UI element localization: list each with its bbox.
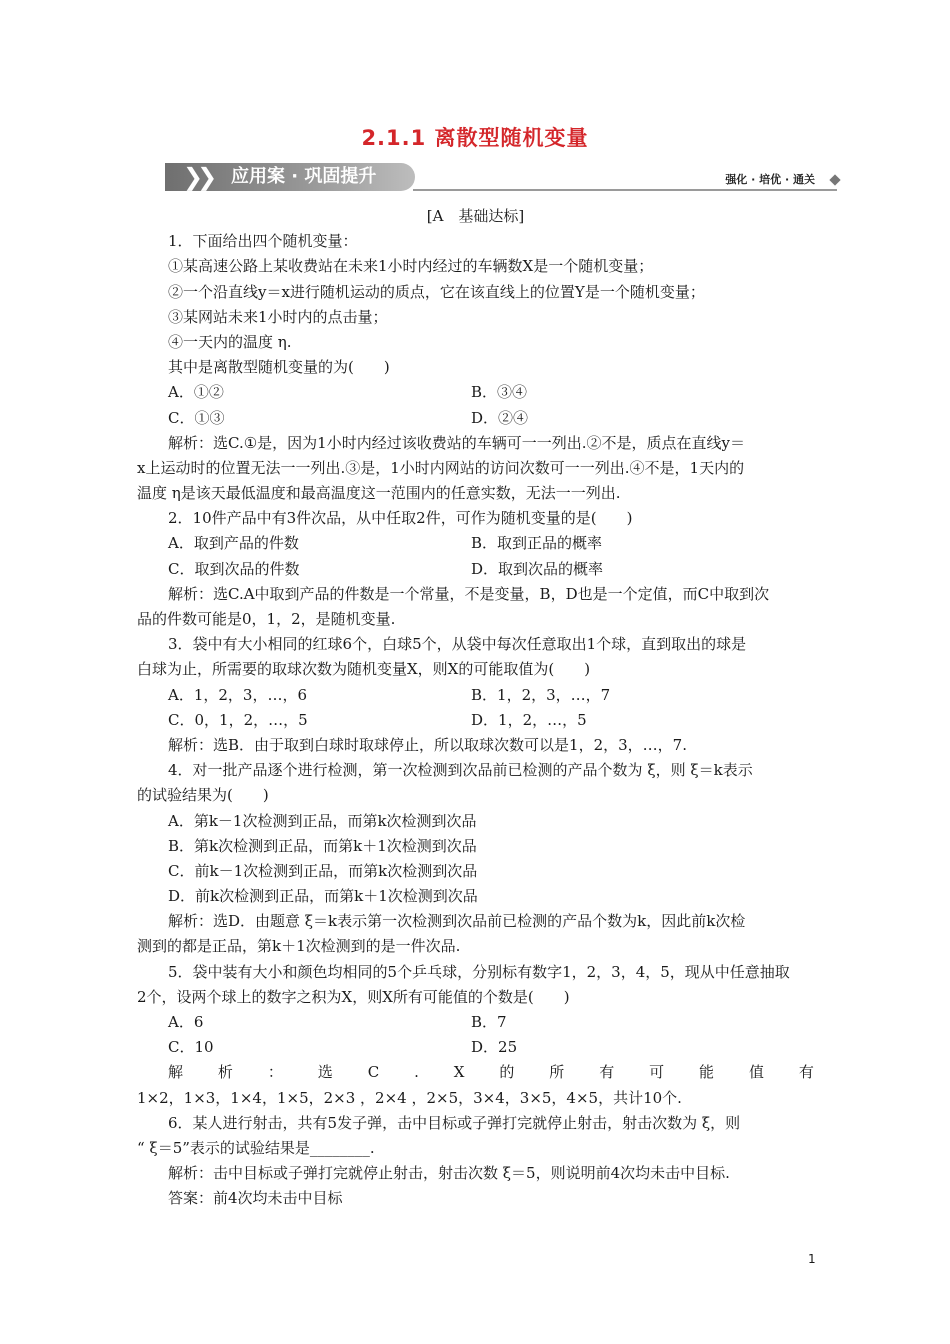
question-5-stem: 5．袋中装有大小和颜色均相同的5个乒乓球，分别标有数字1，2，3，4，5，现从中任意抽取 — [168, 962, 790, 981]
question-6-answer: 答案：前4次均未击中目标 — [168, 1189, 343, 1208]
question-1-options — [137, 406, 814, 431]
option-b: B．7 — [471, 1013, 507, 1031]
option-c: C．0，1，2，…，5 — [168, 710, 308, 729]
option-a: A．第k－1次检测到正品，而第k次检测到次品 — [168, 811, 477, 830]
banner-label: 应用案 · 巩固提升 — [231, 166, 377, 187]
question-2-solution: 品的件数可能是0，1，2，是随机变量. — [137, 610, 396, 628]
question-1-item: ②一个沿直线y＝x进行随机运动的质点，它在该直线上的位置Y是一个随机变量； — [168, 282, 705, 301]
option-b: B．取到正品的概率 — [471, 534, 603, 553]
solution-word: 解 — [168, 1063, 184, 1082]
option-d: D．取到次品的概率 — [471, 559, 604, 578]
banner-tagline: 强化 · 培优 · 通关 — [725, 173, 815, 186]
question-5-solution: 1×2，1×3，1×4，1×5，2×3 ，2×4 ，2×5，3×4，3×5，4×5，共计10个. — [137, 1088, 682, 1107]
option-c: C．前k－1次检测到正品，而第k次检测到次品 — [168, 861, 478, 880]
solution-word: 有 — [599, 1063, 615, 1082]
question-2-solution: 解析：选C.A中取到产品的件数是一个常量，不是变量，B，D也是一个定值，而C中取到次 — [168, 584, 770, 603]
solution-word: 可 — [649, 1063, 665, 1082]
solution-word: 有 — [798, 1063, 814, 1082]
solution-word: . — [414, 1063, 419, 1082]
option-d: D．前k次检测到正品，而第k＋1次检测到次品 — [168, 887, 478, 906]
option-b: B．③④ — [471, 383, 528, 402]
question-1-solution: 解析：选C.①是，因为1小时内经过该收费站的车辆可一一列出.②不是，质点在直线y＝ — [168, 433, 745, 452]
question-3-stem: 白球为止，所需要的取球次数为随机变量X，则X的可能取值为( ) — [137, 660, 591, 679]
question-3-stem: 3．袋中有大小相同的红球6个，白球5个，从袋中每次任意取出1个球，直到取出的球是 — [168, 635, 747, 654]
banner-divider — [413, 189, 837, 191]
worksheet-body — [137, 204, 814, 1212]
option-d: D．25 — [471, 1038, 518, 1057]
double-chevron-icon: ❯❯ — [183, 163, 212, 191]
question-1-solution: x上运动时的位置无法一一列出.③是，1小时内网站的访问次数可一一列出.④不是，1天内的 — [137, 458, 745, 477]
solution-word: X — [453, 1063, 465, 1082]
question-5-options — [137, 1035, 814, 1060]
question-2-options — [137, 557, 814, 582]
question-6-stem: “ ξ＝5”表示的试验结果是________. — [137, 1138, 375, 1157]
question-2-stem: 2．10件产品中有3件次品，从中任取2件，可作为随机变量的是( ) — [168, 509, 633, 528]
question-1-stem: 1．下面给出四个随机变量： — [168, 232, 358, 251]
section-heading: [A 基础达标] — [426, 207, 525, 225]
question-4-solution: 测到的都是正品，第k＋1次检测到的是一件次品. — [137, 937, 461, 956]
question-4-solution: 解析：选D．由题意 ξ＝k表示第一次检测到次品前已检测的产品个数为k，因此前k次检 — [168, 912, 746, 931]
section-banner — [165, 163, 841, 193]
option-d: D．1，2，…，5 — [471, 710, 587, 729]
question-3-options — [137, 683, 814, 708]
option-d: D．②④ — [471, 408, 529, 427]
question-5-options — [137, 1010, 814, 1035]
question-1-item: ④一天内的温度 η. — [168, 332, 292, 351]
diamond-icon — [829, 174, 840, 185]
question-4-stem: 的试验结果为( ) — [137, 786, 269, 805]
question-5-stem: 2个，设两个球上的数字之积为X，则X所有可能值的个数是( ) — [137, 987, 570, 1006]
solution-word: 值 — [748, 1063, 764, 1082]
question-2-options — [137, 531, 814, 556]
question-1-item: ①某高速公路上某收费站在未来1小时内经过的车辆数X是一个随机变量； — [168, 257, 654, 276]
question-1-item: ③某网站未来1小时内的点击量； — [168, 307, 388, 326]
option-c: C．①③ — [168, 408, 225, 427]
question-3-options — [137, 708, 814, 733]
question-1-solution: 温度 η是该天最低温度和最高温度这一范围内的任意实数，无法一一列出. — [137, 484, 621, 503]
option-a: A．1，2，3，…，6 — [168, 685, 308, 704]
option-a: A．取到产品的件数 — [168, 534, 299, 553]
page-title: 2.1.1 离散型随机变量 — [361, 126, 589, 150]
question-4-stem: 4．对一批产品逐个进行检测，第一次检测到次品前已检测的产品个数为 ξ，则 ξ＝k表示 — [168, 761, 753, 780]
option-b: B．1，2，3，…，7 — [471, 685, 611, 704]
solution-word: 析 — [217, 1063, 233, 1082]
solution-word: C — [367, 1063, 380, 1082]
question-1-ask: 其中是离散型随机变量的为( ) — [168, 358, 390, 377]
page-number: 1 — [808, 1252, 816, 1266]
solution-word: 的 — [499, 1063, 515, 1082]
option-a: A．6 — [168, 1013, 204, 1031]
solution-word: ： — [267, 1063, 283, 1082]
question-3-solution: 解析：选B．由于取到白球时取球停止，所以取球次数可以是1，2，3，…，7. — [168, 735, 687, 754]
option-c: C．取到次品的件数 — [168, 559, 300, 578]
solution-word: 选 — [317, 1063, 333, 1082]
solution-word: 能 — [699, 1063, 715, 1082]
question-5-solution — [137, 1060, 814, 1085]
question-6-solution: 解析：击中目标或子弹打完就停止射击，射击次数 ξ＝5，则说明前4次均未击中目标. — [168, 1164, 730, 1183]
option-a: A．①② — [168, 383, 224, 402]
solution-word: 所 — [549, 1063, 565, 1082]
option-b: B．第k次检测到正品，而第k＋1次检测到次品 — [168, 836, 477, 855]
question-6-stem: 6．某人进行射击，共有5发子弹，击中目标或子弹打完就停止射击，射击次数为 ξ，则 — [168, 1113, 741, 1132]
option-c: C．10 — [168, 1038, 214, 1057]
question-1-options — [137, 380, 814, 405]
